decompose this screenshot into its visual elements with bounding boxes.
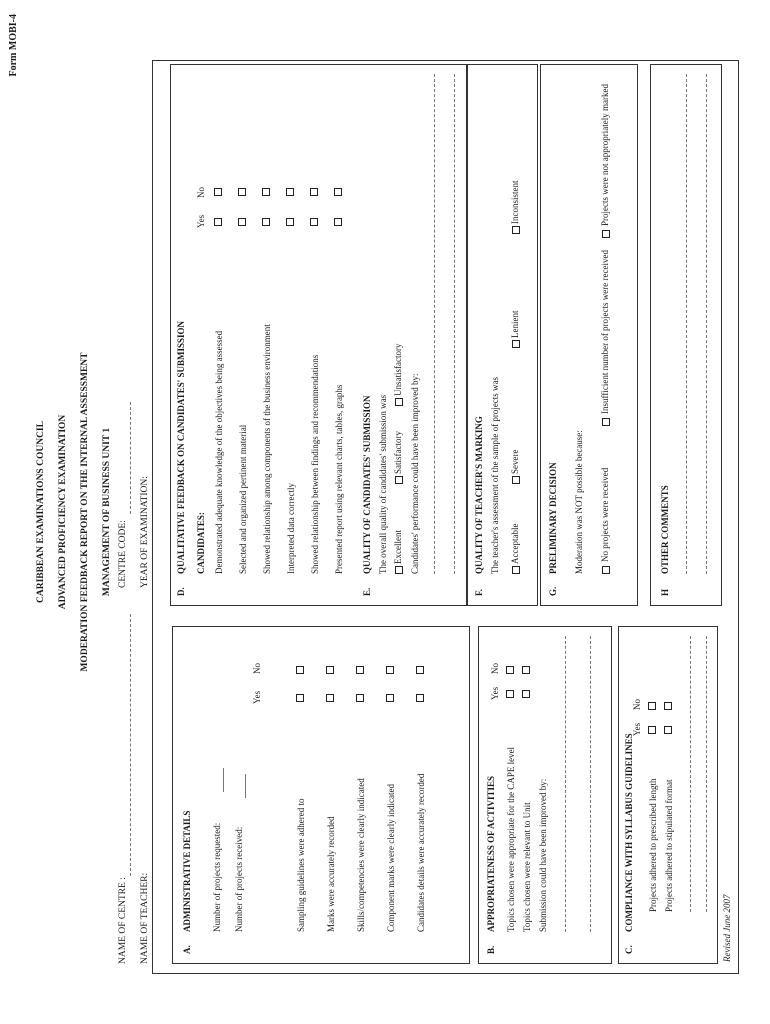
marks-recorded-label: Marks were accurately recorded [326,816,336,932]
section-e-prompt: The overall quality of candidates' submission was [378,394,388,574]
not-marked-checkbox[interactable] [602,230,610,238]
sampling-item-label: Sampling guidelines were adhered to [296,798,306,932]
section-f-letter: F. [474,589,484,596]
findings-no-checkbox[interactable] [310,188,318,196]
knowledge-item-label: Demonstrated adequate knowledge of the objectives being assessed [214,330,224,574]
skills-indicated-no-checkbox[interactable] [356,666,364,674]
charts-no-checkbox[interactable] [334,188,342,196]
section-e-title: QUALITY OF CANDIDATES' SUBMISSION [362,395,372,574]
relationship-env-yes-checkbox[interactable] [262,218,270,226]
section-e-letter: E. [362,587,372,596]
severe-label: Severe [510,449,520,474]
excellent-checkbox[interactable] [395,566,403,574]
prescribed-length-no-checkbox[interactable] [648,702,656,710]
exam-year-label: YEAR OF EXAMINATION: [140,476,150,588]
prescribed-length-label: Projects adhered to prescribed length [648,778,658,912]
interpreted-data-yes-checkbox[interactable] [286,218,294,226]
centre-name-label: NAME OF CENTRE : [118,877,128,964]
section-f-title: QUALITY OF TEACHER'S MARKING [474,416,484,574]
section-d-yes-header: Yes [196,214,206,228]
section-g-letter: G. [548,586,558,596]
interpreted-data-item-label: Interpreted data correctly [286,483,296,574]
section-b-no-header: No [490,663,500,674]
section-g-prompt: Moderation was NOT possible because: [574,430,584,574]
stipulated-format-no-checkbox[interactable] [664,702,672,710]
section-a-title: ADMINISTRATIVE DETAILS [182,810,192,932]
excellent-label: Excellent [393,530,403,564]
charts-item-label: Presented report using relevant charts, tables, graphs [334,384,344,574]
component-marks-no-checkbox[interactable] [386,666,394,674]
lenient-label: Lenient [510,310,520,338]
topics-relevant-yes-checkbox[interactable] [522,690,530,698]
section-b-yes-header: Yes [490,686,500,700]
unsatisfactory-label: Unsatisfactory [393,343,403,396]
section-e-improve: Candidates' performance could have been improved by: [410,373,420,574]
interpreted-data-no-checkbox[interactable] [286,188,294,196]
knowledge-no-checkbox[interactable] [214,188,222,196]
satisfactory-label: Satisfactory [393,431,403,474]
section-c-no-header: No [632,699,642,710]
candidate-details-yes-checkbox[interactable] [416,694,424,702]
section-g-title: PRELIMINARY DECISION [548,462,558,574]
topics-relevant-label: Topics chosen were relevant to Unit [522,802,532,932]
exam-title: ADVANCED PROFICIENCY EXAMINATION [58,414,68,610]
section-b-title: APPROPRIATENESS OF ACTIVITIES [486,775,496,932]
acceptable-checkbox[interactable] [512,566,520,574]
charts-yes-checkbox[interactable] [334,218,342,226]
candidate-details-label: Candidates details were accurately recorded [416,773,426,932]
council-title: CARIBBEAN EXAMINATIONS COUNCIL [36,421,46,603]
severe-checkbox[interactable] [512,476,520,484]
component-marks-label: Component marks were clearly indicated [386,784,396,932]
component-marks-yes-checkbox[interactable] [386,694,394,702]
centre-code-label: CENTRE CODE: [118,520,128,588]
lenient-checkbox[interactable] [512,340,520,348]
insufficient-projects-checkbox[interactable] [602,418,610,426]
unit-title: MANAGEMENT OF BUSINESS UNIT 1 [102,427,112,597]
section-c-yes-header: Yes [632,722,642,736]
form-number: Form MOBI-4 [8,14,19,77]
inconsistent-label: Inconsistent [510,180,520,224]
section-d-no-header: No [196,187,206,198]
projects-received-label: Number of projects received: [234,826,244,932]
topics-appropriate-no-checkbox[interactable] [506,666,514,674]
no-projects-label: No projects were received [600,467,610,562]
unsatisfactory-checkbox[interactable] [395,398,403,406]
topics-appropriate-yes-checkbox[interactable] [506,690,514,698]
teacher-name-label: NAME OF TEACHER: [140,872,150,964]
projects-requested-label: Number of projects requested: [212,822,222,932]
insufficient-projects-label: Insufficient number of projects were received [600,249,610,414]
revised-date: Revised June 2007 [722,894,732,962]
skills-indicated-yes-checkbox[interactable] [356,694,364,702]
relationship-env-no-checkbox[interactable] [262,188,270,196]
section-h-title: OTHER COMMENTS [660,485,670,574]
section-d-title: QUALITATIVE FEEDBACK ON CANDIDATES' SUBMISSION [176,320,186,574]
form-title-block [30,0,118,1024]
topics-relevant-no-checkbox[interactable] [522,666,530,674]
topics-appropriate-label: Topics chosen were appropriate for the CAPE level [506,746,516,932]
candidate-details-no-checkbox[interactable] [416,666,424,674]
prescribed-length-yes-checkbox[interactable] [648,726,656,734]
skills-indicated-label: Skills/competencies were clearly indicated [356,778,366,932]
sampling-yes-checkbox[interactable] [296,694,304,702]
material-no-checkbox[interactable] [238,188,246,196]
stipulated-format-label: Projects adhered to stipulated format [664,779,674,912]
marks-recorded-no-checkbox[interactable] [326,666,334,674]
section-c-letter: C. [624,945,634,954]
material-item-label: Selected and organized pertinent material [238,424,248,574]
section-b-letter: B. [486,945,496,954]
acceptable-label: Acceptable [510,523,520,564]
section-a-letter: A. [182,945,192,954]
section-h-letter: H [660,588,670,596]
material-yes-checkbox[interactable] [238,218,246,226]
section-f-prompt: The teacher's assessment of the sample of projects was [490,376,500,574]
knowledge-yes-checkbox[interactable] [214,218,222,226]
section-d-subhead: CANDIDATES: [196,512,206,574]
stipulated-format-yes-checkbox[interactable] [664,726,672,734]
section-d-letter: D. [176,587,186,596]
submission-improve-label: Submission could have been improved by: [538,778,548,932]
satisfactory-checkbox[interactable] [395,476,403,484]
marks-recorded-yes-checkbox[interactable] [326,694,334,702]
section-c-title: COMPLIANCE WITH SYLLABUS GUIDELINES [624,733,634,932]
inconsistent-checkbox[interactable] [512,226,520,234]
relationship-env-item-label: Showed relationship among components of the business environment [262,324,272,574]
section-a-yes-header: Yes [252,690,262,704]
findings-item-label: Showed relationship between findings and recommendations [310,354,320,574]
not-marked-label: Projects were not appropriately marked [600,84,610,226]
report-title: MODERATION FEEDBACK REPORT ON THE INTERNAL ASSESSMENT [80,352,90,672]
section-a-no-header: No [252,663,262,674]
findings-yes-checkbox[interactable] [310,218,318,226]
sampling-no-checkbox[interactable] [296,666,304,674]
no-projects-checkbox[interactable] [602,566,610,574]
